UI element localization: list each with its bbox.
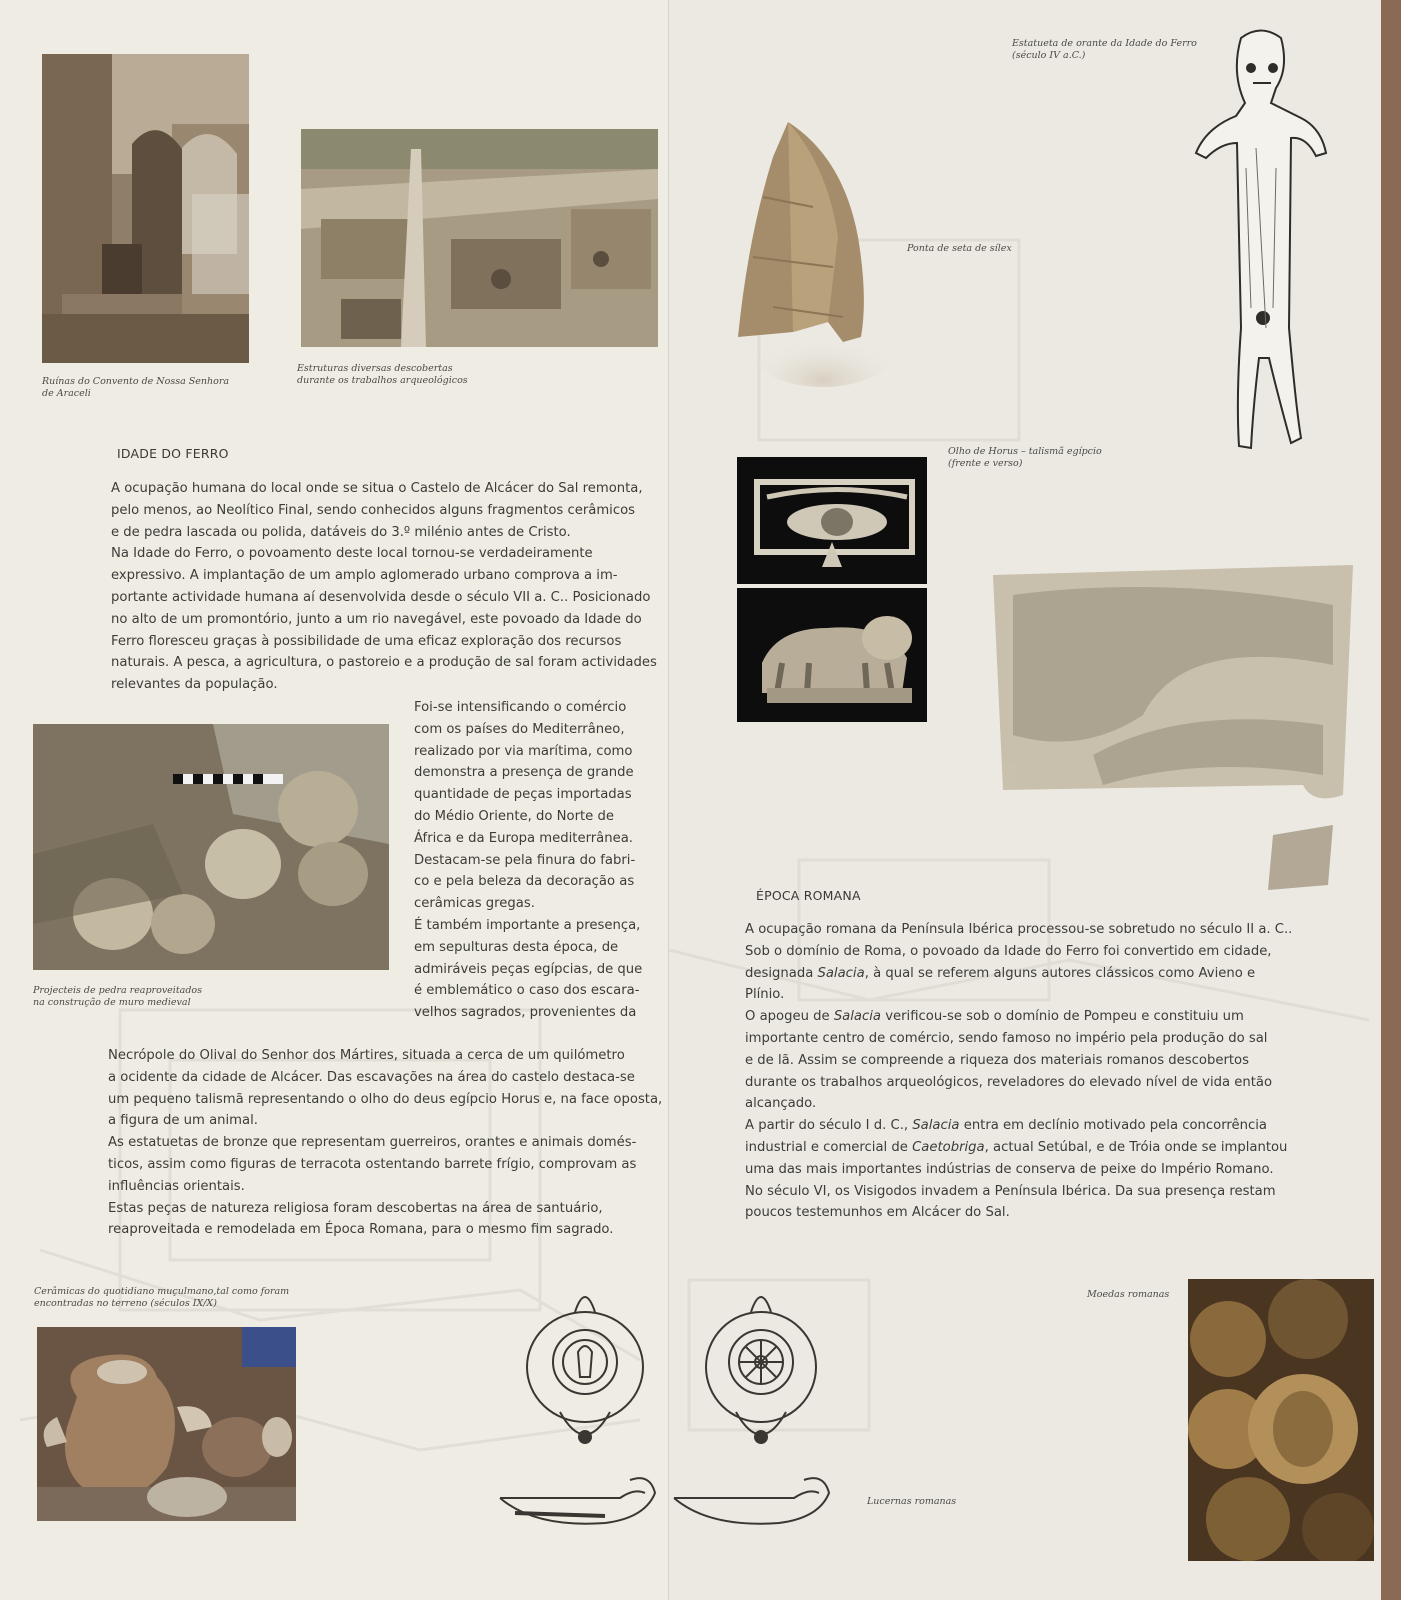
idade-do-ferro-paragraph-2-wide: Necrópole do Olival do Senhor dos Mártires, situada a cerca de um quilómetro a ocidente da cidade de Alcácer. Das escavações na área do castelo destaca-se um pequeno talismã representando o olho do deus egípcio Horus e, na face oposta, a figura de um animal. As estatuetas de bronze que representam guerreiros, orantes e animais domés- ticos, assim como figuras de terracota ostentando barrete frígio, comprovam as influências orientais. Estas peças de natureza religiosa foram descobertas na área de santuário, reaproveitada e remodelada em Época Romana, para o mesmo fim sagrado.	[108, 1048, 663, 1238]
ruins-caption: Ruínas do Convento de Nossa Senhora de Araceli	[42, 376, 230, 399]
excavation-caption: Estruturas diversas descobertas durante os trabalhos arqueológicos	[297, 363, 468, 386]
ceramics-photo	[37, 1327, 296, 1521]
roman-lamp-profile-right-icon	[669, 1468, 844, 1538]
flint-arrowhead-icon	[733, 117, 893, 387]
faded-eye-of-horus-icon	[983, 555, 1363, 895]
lamps-caption: Lucernas romanas	[867, 1496, 957, 1507]
iron-age-statuette-icon	[1181, 28, 1341, 468]
idade-do-ferro-paragraph-1: A ocupação humana do local onde se situa o Castelo de Alcácer do Sal remonta, pelo menos, ao Neolítico Final, sendo conhecidos alguns fragmentos cerâmicos e de pedra lascada ou polida, datáveis do 3.º milénio antes de Cristo. Na Idade do Ferro, o povoamento deste local tornou-se verdadeiramente expressivo. A implantação de um amplo aglomerado urbano comprova a im- portante actividade humana aí desenvolvida desde o século VII a. C.. Posicionado no alto de um promontório, junto a um rio navegável, este povoado da Idade do Ferro floresceu graças à possibilidade de uma eficaz exploração dos recursos naturais. A pesca, a agricultura, o pastoreio e a produção de sal foram actividades relevantes da população.	[111, 481, 657, 693]
horus-talisman-front-photo	[737, 457, 927, 584]
right-page	[669, 0, 1381, 1600]
left-page	[0, 0, 669, 1600]
coins-caption: Moedas romanas	[1087, 1289, 1170, 1300]
statuette-caption: Estatueta de orante da Idade do Ferro (século IV a.C.)	[1012, 38, 1197, 61]
roman-lamp-figure-icon	[520, 1282, 660, 1462]
epoca-romana-heading: ÉPOCA ROMANA	[756, 888, 861, 903]
projectiles-photo	[33, 724, 389, 970]
ceramics-caption: Cerâmicas do quotidiano muçulmano,tal como foram encontradas no terreno (séculos IX/X)	[34, 1286, 290, 1309]
epoca-romana-paragraph: A ocupação romana da Península Ibérica processou-se sobretudo no século II a. C.. Sob o domínio de Roma, o povoado da Idade do Ferro foi convertido em cidade, designada Salacia, à qual se referem alguns autores clássicos como Avieno e Plínio. O apogeu de Salacia verificou-se sob o domínio de Pompeu e constituiu um importante centro de comércio, sendo famoso no império pela produção do sal e de lã. Assim se compreende a riqueza dos materiais romanos descobertos durante os trabalhos arqueológicos, reveladores do elevado nível de vida então alcançado. A partir do século I d. C., Salacia entra em declínio motivado pela concorrência industrial e comercial de Caetobriga, actual Setúbal, e de Tróia onde se implantou uma das mais importantes indústrias de conserva de peixe do Império Romano. No século VI, os Visigodos invadem a Península Ibérica. Da sua presença restam poucos testemunhos em Alcácer do Sal.	[745, 922, 1293, 1221]
roman-coins-photo	[1188, 1279, 1374, 1561]
horus-caption: Olho de Horus – talismã egípcio (frente e verso)	[948, 446, 1102, 469]
arrowhead-caption: Ponta de seta de sílex	[907, 243, 1012, 254]
horus-talisman-back-photo	[737, 588, 927, 722]
ruins-photo	[42, 54, 249, 363]
excavation-photo	[301, 129, 658, 347]
projectiles-caption: Projecteis de pedra reaproveitados na construção de muro medieval	[33, 985, 203, 1008]
idade-do-ferro-heading: IDADE DO FERRO	[117, 446, 229, 461]
idade-do-ferro-paragraph-2-narrow: Foi-se intensificando o comércio com os países do Mediterrâneo, realizado por via marítima, como demonstra a presença de grande quantidade de peças importadas do Médio Oriente, do Norte de África e da Europa mediterrânea. Destacam-se pela finura do fabri- co e pela beleza da decoração as cerâmicas gregas. É também importante a presença, em sepulturas desta época, de admiráveis peças egípcias, de que é emblemático o caso dos escara- velhos sagrados, provenientes da	[414, 700, 643, 1021]
roman-lamp-profile-icon	[495, 1468, 669, 1538]
roman-lamp-rosette-icon	[696, 1282, 826, 1462]
